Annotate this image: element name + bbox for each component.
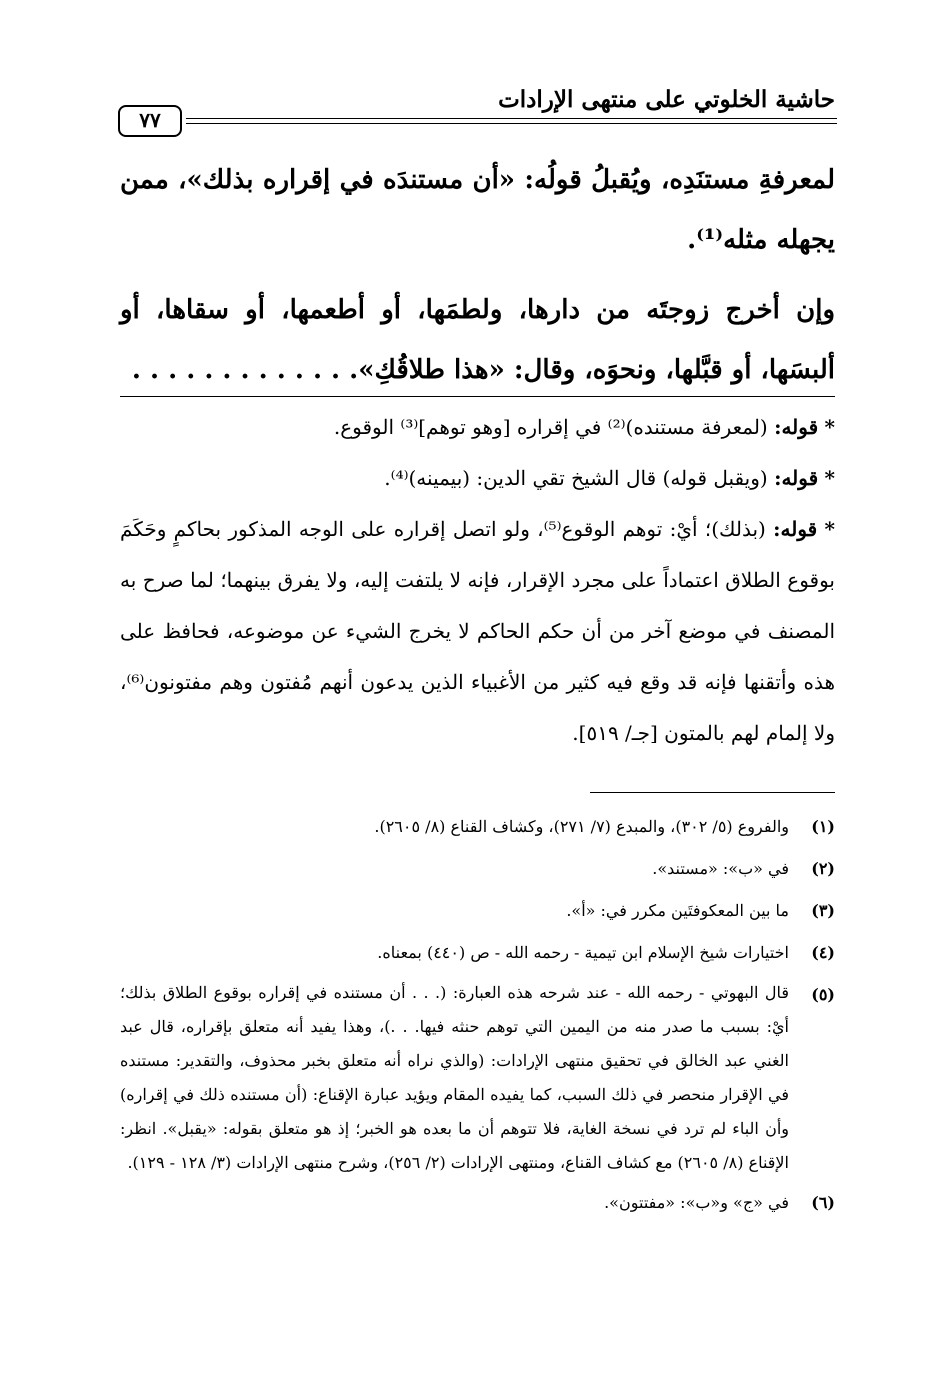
commentary-item [120, 453, 835, 504]
commentary-text: (ويقبل قوله) قال الشيخ تقي الدين: (بيمينه)⁽⁴⁾. [384, 466, 768, 490]
commentary-text: (بذلك)؛ أيْ: توهم الوقوع⁽⁵⁾، ولو اتصل إقراره على الوجه المذكور بحاكمٍ وحَكَمَ بوقوع الطلاق اعتماداً على مجرد الإقرار، فإنه لا يلتفت إليه، ولا يفرق بينهما؛ لما صرح به المصنف في موضع آخر من أن حكم الحاكم لا يخرج الشيء عن موضوعه، فحافظ على هذه وأتقنها فإنه قد وقع فيه كثير من الأغبياء الذين يدعون أنهم مُفتون وهم مفتونون⁽⁶⁾، ولا إلمام لهم بالمتون [جـ/ ٥١٩]. [120, 517, 835, 745]
footnote [120, 934, 835, 972]
commentary-text: (لمعرفة مستنده)⁽²⁾ في إقراره [وهو توهم]⁽³⁾ الوقوع. [333, 415, 768, 439]
main-paragraph: وإن أخرج زوجتَه من دارها، ولطمَها، أو أطعمها، أو سقاها، أو ألبسَها، أو قبَّلها، ونحوَه، وقال: «هذا طلاقُكِ». . . . . . . . . . . . . [120, 295, 835, 385]
commentary-head: قوله: [774, 415, 819, 439]
asterisk-bullet: * [824, 466, 835, 490]
footnote-number: (٣) [811, 901, 835, 920]
footnote-rule [590, 792, 835, 793]
footnote-text: قال البهوتي - رحمه الله - عند شرحه هذه العبارة: (. . . أن مستنده في إقراره بوقوع الطلاق بذلك؛ أيْ: بسبب ما صدر منه من اليمين التي توهم حنثه فيها. . .)، وهذا يفيد أنه متعلق بإقراره، قال عبد الغني عبد الخالق في تحقيق منتهى الإرادات: (والذي نراه أنه متعلق بخبر محذوف، والتقدير: مستنده في الإقرار منحصر في ذلك السبب، كما يفيده المقام ويؤيد عبارة الإقناع: (أن مستنده ذلك في إقراره) وأن الباء لم ترد في نسخة الغاية، فلا تتوهم أن ما بعده هو الخبر؛ إذ هو متعلق بقوله: «يقبل». انظر: الإقناع (٨/ ٢٦٠٥) مع كشاف القناع، ومنتهى الإرادات (٢/ ٢٥٦)، وشرح منتهى الإرادات (٣/ ١٢٨ - ١٢٩). [120, 983, 789, 1172]
footnote-number: (١) [811, 817, 835, 836]
footnote-text: ما بين المعكوفتَين مكرر في: «أ». [566, 901, 789, 920]
commentary-section [120, 402, 835, 759]
footnote-text: في «ب»: «مستند». [652, 859, 789, 878]
footnotes [120, 808, 835, 1222]
running-header-title: حاشية الخلوتي على منتهى الإرادات [498, 86, 835, 113]
footnote-text: في «ج» و«ب»: «مفتتون». [604, 1193, 789, 1212]
header-rule-double [186, 123, 837, 124]
commentary-head: قوله: [773, 517, 818, 541]
asterisk-bullet: * [824, 517, 835, 541]
footnote-number: (٤) [811, 943, 835, 962]
footnote [120, 850, 835, 888]
asterisk-bullet: * [824, 415, 835, 439]
footnote-text: والفروع (٥/ ٣٠٢)، والمبدع (٧/ ٢٧١)، وكشاف القناع (٨/ ٢٦٠٥). [374, 817, 789, 836]
commentary-item [120, 504, 835, 759]
text-separator-rule [120, 396, 835, 397]
footnote-number: (٢) [811, 859, 835, 878]
footnote-number: (٥) [811, 985, 835, 1004]
page-number: ٧٧ [118, 105, 182, 137]
commentary-head: قوله: [774, 466, 819, 490]
footnote [120, 892, 835, 930]
footnote-number: (٦) [811, 1193, 835, 1212]
main-paragraph: لمعرفةِ مستنَدِه، ويُقبلُ قولُه: «أن مستندَه في إقراره بذلك»، ممن يجهله مثله⁽¹⁾. [120, 165, 835, 255]
footnote [120, 1184, 835, 1222]
header-rule [186, 118, 837, 119]
commentary-item [120, 402, 835, 453]
footnote [120, 808, 835, 846]
footnote-text: اختيارات شيخ الإسلام ابن تيمية - رحمه الله - ص (٤٤٠) بمعناه. [377, 943, 789, 962]
main-text [120, 150, 835, 400]
footnote [120, 976, 835, 1180]
